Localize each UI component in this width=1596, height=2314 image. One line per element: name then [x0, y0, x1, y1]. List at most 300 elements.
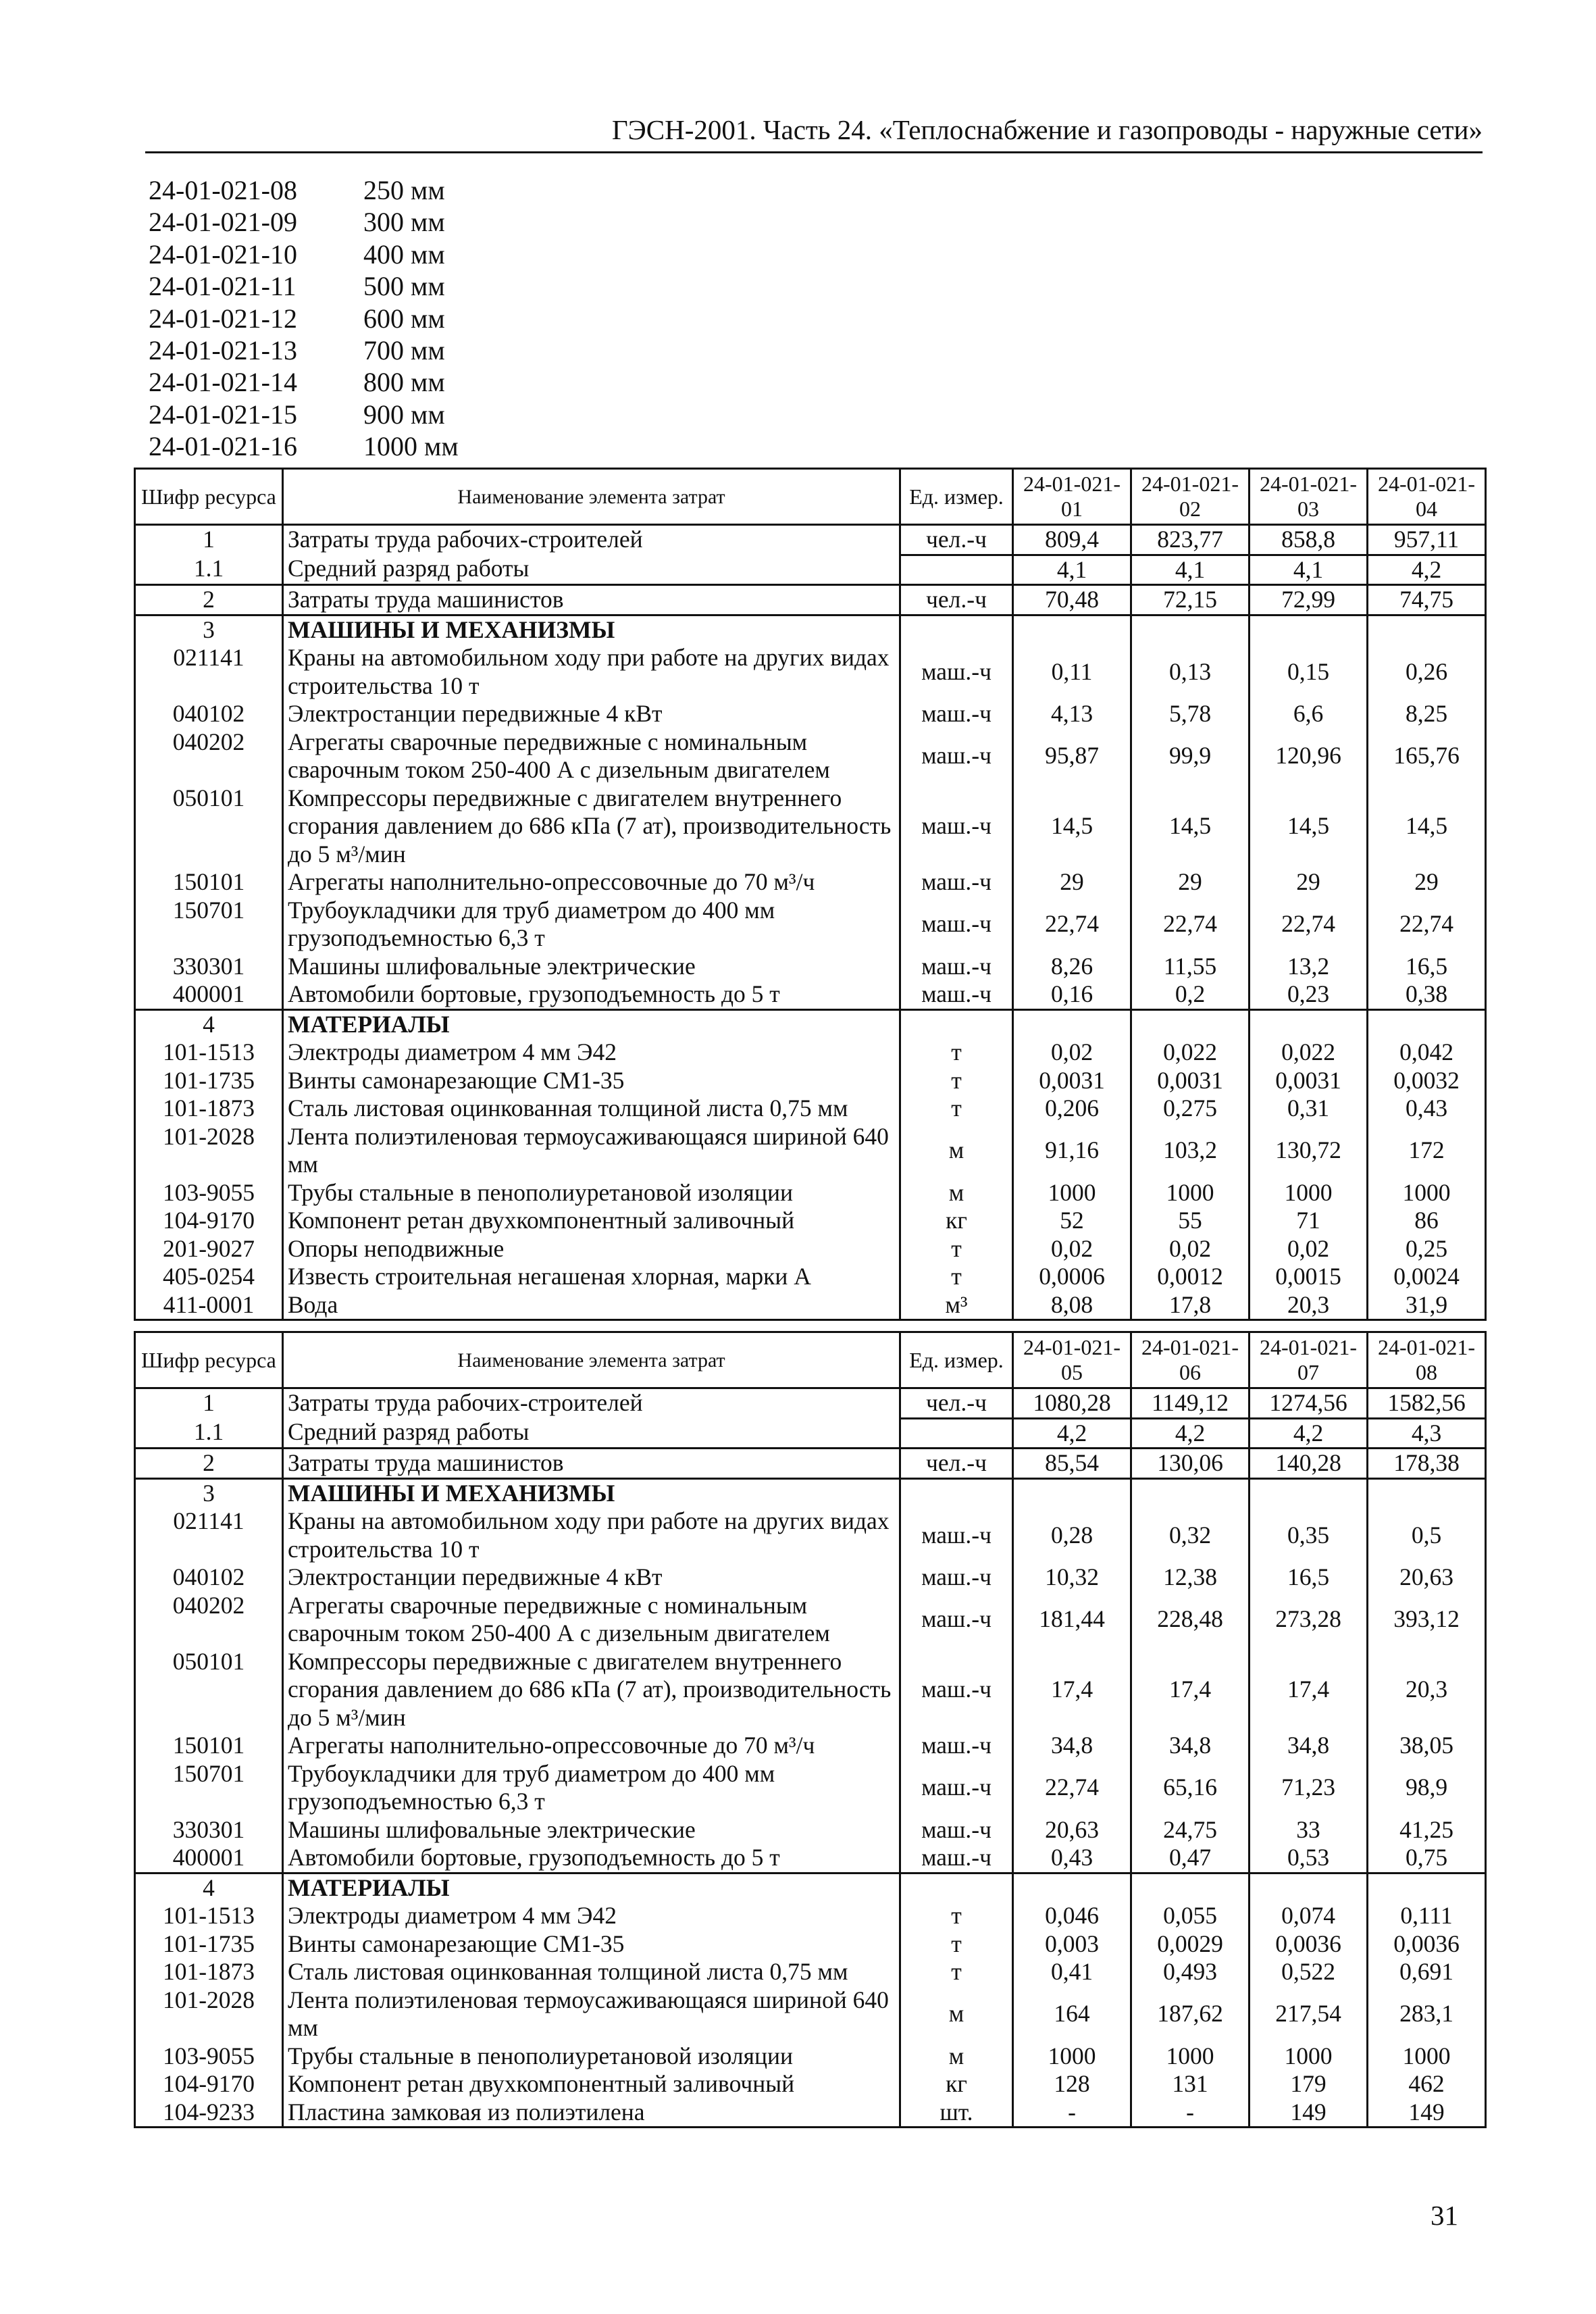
value-cell: 38,05	[1368, 1732, 1486, 1760]
code-label: 24-01-021-12	[149, 303, 297, 334]
value-cell: 1000	[1131, 1179, 1250, 1207]
value-cell: 0,35	[1250, 1507, 1368, 1563]
value-cell: 0,23	[1250, 980, 1368, 1009]
value-cell: 0,206	[1013, 1095, 1131, 1123]
value-cell: 130,72	[1250, 1123, 1368, 1179]
value-cell: 16,5	[1250, 1563, 1368, 1592]
cost-element-name-cell: Затраты труда рабочих-строителей	[283, 1388, 900, 1419]
cost-element-name-cell: Компонент ретан двухкомпонентный заливочный	[283, 1207, 900, 1235]
table-row	[135, 868, 1486, 897]
column-header: Наименование элемента затрат	[283, 469, 900, 525]
unit-cell: маш.-ч	[900, 1732, 1013, 1760]
table-row	[135, 555, 1486, 585]
table-row	[135, 1235, 1486, 1263]
unit-cell: т	[900, 1263, 1013, 1291]
value-cell: 20,3	[1368, 1648, 1486, 1732]
unit-cell: т	[900, 1038, 1013, 1067]
value-cell: 0,0031	[1131, 1067, 1250, 1095]
resource-code-cell: 201-9027	[135, 1235, 283, 1263]
resource-code-cell: 1.1	[135, 555, 283, 585]
cost-element-name-cell: Средний разряд работы	[283, 1418, 900, 1449]
value-cell: 0,26	[1368, 644, 1486, 700]
cost-element-name-cell: Агрегаты наполнительно-опрессовочные до 70 м³/ч	[283, 868, 900, 897]
value-cell: 0,003	[1013, 1930, 1131, 1959]
code-label: 24-01-021-09	[149, 207, 297, 238]
value-cell	[1250, 615, 1368, 644]
value-cell: 283,1	[1368, 1986, 1486, 2042]
resource-code-cell: 103-9055	[135, 1179, 283, 1207]
value-cell: 52	[1013, 1207, 1131, 1235]
value-cell: 0,691	[1368, 1958, 1486, 1986]
code-label: 24-01-021-13	[149, 335, 297, 366]
value-cell	[1013, 1873, 1131, 1902]
unit-cell: маш.-ч	[900, 1563, 1013, 1592]
value-cell: 71	[1250, 1207, 1368, 1235]
value-cell: 29	[1368, 868, 1486, 897]
value-cell: 0,41	[1013, 1958, 1131, 1986]
table-row	[135, 1844, 1486, 1873]
code-size-row	[149, 366, 459, 398]
value-cell: 0,02	[1013, 1235, 1131, 1263]
code-label: 24-01-021-11	[149, 271, 297, 302]
value-cell: 4,2	[1013, 1418, 1131, 1449]
value-cell: 86	[1368, 1207, 1486, 1235]
value-cell: 0,2	[1131, 980, 1250, 1009]
unit-cell: т	[900, 1095, 1013, 1123]
table-row	[135, 2042, 1486, 2071]
table-row	[135, 1418, 1486, 1449]
value-cell: 0,0015	[1250, 1263, 1368, 1291]
column-header: 24-01-021-05	[1013, 1332, 1131, 1388]
value-cell: 0,522	[1250, 1958, 1368, 1986]
value-cell: 6,6	[1250, 700, 1368, 728]
value-cell: 72,99	[1250, 585, 1368, 615]
value-cell: 22,74	[1013, 1760, 1131, 1816]
value-cell: 0,11	[1013, 644, 1131, 700]
resource-code-cell: 330301	[135, 953, 283, 981]
table-row	[135, 1902, 1486, 1930]
unit-cell	[900, 1418, 1013, 1449]
value-cell: 4,2	[1250, 1418, 1368, 1449]
value-cell: 0,0006	[1013, 1263, 1131, 1291]
code-label: 24-01-021-10	[149, 238, 297, 270]
unit-cell	[900, 1478, 1013, 1507]
value-cell: 130,06	[1131, 1449, 1250, 1479]
value-cell: 0,38	[1368, 980, 1486, 1009]
cost-element-name-cell: Затраты труда машинистов	[283, 1449, 900, 1479]
value-cell: 172	[1368, 1123, 1486, 1179]
resource-code-cell: 050101	[135, 1648, 283, 1732]
code-size-row	[149, 270, 459, 302]
cost-element-name-cell: Машины шлифовальные электрические	[283, 953, 900, 981]
table-row	[135, 1873, 1486, 1902]
value-cell: 14,5	[1013, 784, 1131, 869]
resource-code-cell: 101-2028	[135, 1123, 283, 1179]
value-cell: 1000	[1368, 2042, 1486, 2071]
size-label: 900 мм	[363, 399, 445, 430]
table-row	[135, 1760, 1486, 1816]
resource-code-cell: 021141	[135, 1507, 283, 1563]
value-cell: 149	[1368, 2098, 1486, 2128]
value-cell: 17,4	[1013, 1648, 1131, 1732]
value-cell: 0,0031	[1250, 1067, 1368, 1095]
value-cell	[1250, 1009, 1368, 1038]
code-size-row	[149, 206, 459, 238]
table-row	[135, 2098, 1486, 2128]
column-header: Наименование элемента затрат	[283, 1332, 900, 1388]
value-cell: 22,74	[1368, 897, 1486, 953]
table-row	[135, 1179, 1486, 1207]
cost-element-name-cell: Лента полиэтиленовая термоусаживающаяся шириной 640 мм	[283, 1986, 900, 2042]
table-row	[135, 1478, 1486, 1507]
resource-code-cell: 040102	[135, 700, 283, 728]
table-row	[135, 585, 1486, 615]
unit-cell: маш.-ч	[900, 644, 1013, 700]
value-cell	[1013, 1478, 1131, 1507]
value-cell: 0,53	[1250, 1844, 1368, 1873]
cost-element-name-cell: Электростанции передвижные 4 кВт	[283, 700, 900, 728]
unit-cell: шт.	[900, 2098, 1013, 2128]
table-row	[135, 1095, 1486, 1123]
value-cell: 0,275	[1131, 1095, 1250, 1123]
value-cell: 4,2	[1131, 1418, 1250, 1449]
table-row	[135, 1009, 1486, 1038]
unit-cell: м	[900, 1986, 1013, 2042]
unit-cell: т	[900, 1235, 1013, 1263]
value-cell: 12,38	[1131, 1563, 1250, 1592]
value-cell: 0,02	[1013, 1038, 1131, 1067]
table-row	[135, 1123, 1486, 1179]
value-cell: 1080,28	[1013, 1388, 1131, 1419]
unit-cell: маш.-ч	[900, 1816, 1013, 1844]
resource-code-cell: 2	[135, 1449, 283, 1479]
value-cell: 0,022	[1131, 1038, 1250, 1067]
value-cell: 0,75	[1368, 1844, 1486, 1873]
table-row	[135, 1563, 1486, 1592]
cost-element-name-cell: Трубоукладчики для труб диаметром до 400 мм грузоподъемностью 6,3 т	[283, 897, 900, 953]
unit-cell: маш.-ч	[900, 1592, 1013, 1648]
table-row	[135, 1263, 1486, 1291]
value-cell: 22,74	[1013, 897, 1131, 953]
table-row	[135, 1067, 1486, 1095]
table-row	[135, 897, 1486, 953]
code-size-row	[149, 399, 459, 430]
value-cell: 0,25	[1368, 1235, 1486, 1263]
value-cell: 1000	[1250, 2042, 1368, 2071]
unit-cell: маш.-ч	[900, 1760, 1013, 1816]
cost-element-name-cell: Пластина замковая из полиэтилена	[283, 2098, 900, 2128]
cost-element-name-cell: Вода	[283, 1291, 900, 1320]
code-label: 24-01-021-08	[149, 175, 297, 205]
value-cell: 41,25	[1368, 1816, 1486, 1844]
value-cell: 0,0031	[1013, 1067, 1131, 1095]
value-cell: 0,43	[1013, 1844, 1131, 1873]
code-label: 24-01-021-14	[149, 367, 297, 398]
column-header: Ед. измер.	[900, 469, 1013, 525]
cost-element-name-cell: Автомобили бортовые, грузоподъемность до 5 т	[283, 980, 900, 1009]
value-cell	[1131, 1478, 1250, 1507]
value-cell	[1131, 1009, 1250, 1038]
table-row	[135, 1930, 1486, 1959]
resource-code-cell: 101-1513	[135, 1038, 283, 1067]
value-cell: 0,0032	[1368, 1067, 1486, 1095]
resource-code-cell: 2	[135, 585, 283, 615]
resource-code-cell: 3	[135, 1478, 283, 1507]
value-cell: 858,8	[1250, 525, 1368, 555]
value-cell: 0,16	[1013, 980, 1131, 1009]
unit-cell: т	[900, 1067, 1013, 1095]
value-cell: 72,15	[1131, 585, 1250, 615]
value-cell: 128	[1013, 2070, 1131, 2098]
value-cell: 140,28	[1250, 1449, 1368, 1479]
table-row	[135, 615, 1486, 644]
unit-cell	[900, 1873, 1013, 1902]
table-row	[135, 784, 1486, 869]
cost-table-2	[134, 1331, 1487, 2128]
value-cell: 14,5	[1250, 784, 1368, 869]
cost-element-name-cell: Краны на автомобильном ходу при работе на других видах строительства 10 т	[283, 644, 900, 700]
size-label: 300 мм	[363, 207, 445, 238]
cost-element-name-cell: Сталь листовая оцинкованная толщиной листа 0,75 мм	[283, 1095, 900, 1123]
value-cell: 0,15	[1250, 644, 1368, 700]
resource-code-cell: 3	[135, 615, 283, 644]
cost-element-name-cell: Краны на автомобильном ходу при работе на других видах строительства 10 т	[283, 1507, 900, 1563]
table-row	[135, 1592, 1486, 1648]
value-cell: 0,0036	[1368, 1930, 1486, 1959]
value-cell: 4,1	[1013, 555, 1131, 585]
value-cell: 4,1	[1250, 555, 1368, 585]
cost-element-name-cell: Машины шлифовальные электрические	[283, 1816, 900, 1844]
resource-code-cell: 021141	[135, 644, 283, 700]
cost-element-name-cell: Электроды диаметром 4 мм Э42	[283, 1038, 900, 1067]
value-cell: 181,44	[1013, 1592, 1131, 1648]
unit-cell: м	[900, 2042, 1013, 2071]
code-size-row	[149, 334, 459, 366]
value-cell: 5,78	[1131, 700, 1250, 728]
value-cell: 0,0036	[1250, 1930, 1368, 1959]
code-size-row	[149, 430, 459, 462]
value-cell: 14,5	[1368, 784, 1486, 869]
table-row	[135, 1507, 1486, 1563]
table-row	[135, 1388, 1486, 1419]
value-cell: 957,11	[1368, 525, 1486, 555]
unit-cell: кг	[900, 1207, 1013, 1235]
cost-table-1	[134, 468, 1487, 1321]
resource-code-cell: 103-9055	[135, 2042, 283, 2071]
cost-element-name-cell: Винты самонарезающие СМ1-35	[283, 1067, 900, 1095]
value-cell: 71,23	[1250, 1760, 1368, 1816]
value-cell: -	[1131, 2098, 1250, 2128]
table-row	[135, 1291, 1486, 1320]
value-cell: 393,12	[1368, 1592, 1486, 1648]
table-row	[135, 1816, 1486, 1844]
value-cell: 0,28	[1013, 1507, 1131, 1563]
resource-code-cell: 1.1	[135, 1418, 283, 1449]
cost-element-name-cell: МАТЕРИАЛЫ	[283, 1009, 900, 1038]
cost-element-name-cell: Трубы стальные в пенополиуретановой изоляции	[283, 2042, 900, 2071]
unit-cell: маш.-ч	[900, 784, 1013, 869]
unit-cell: чел.-ч	[900, 585, 1013, 615]
value-cell: 95,87	[1013, 728, 1131, 784]
resource-code-cell: 050101	[135, 784, 283, 869]
resource-code-cell: 104-9233	[135, 2098, 283, 2128]
value-cell: 74,75	[1368, 585, 1486, 615]
table-row	[135, 700, 1486, 728]
value-cell: 228,48	[1131, 1592, 1250, 1648]
resource-code-cell: 104-9170	[135, 2070, 283, 2098]
unit-cell: м	[900, 1123, 1013, 1179]
table-row	[135, 2070, 1486, 2098]
unit-cell: м	[900, 1179, 1013, 1207]
size-label: 500 мм	[363, 271, 445, 302]
cost-element-name-cell: Трубы стальные в пенополиуретановой изоляции	[283, 1179, 900, 1207]
unit-cell: маш.-ч	[900, 953, 1013, 981]
table-row	[135, 1732, 1486, 1760]
value-cell	[1250, 1478, 1368, 1507]
value-cell: 1149,12	[1131, 1388, 1250, 1419]
value-cell: 8,26	[1013, 953, 1131, 981]
table-row	[135, 1449, 1486, 1479]
value-cell: 0,13	[1131, 644, 1250, 700]
column-header: 24-01-021-06	[1131, 1332, 1250, 1388]
table-row	[135, 1648, 1486, 1732]
value-cell: 131	[1131, 2070, 1250, 2098]
column-header: Шифр ресурса	[135, 469, 283, 525]
code-size-list	[149, 174, 459, 463]
cost-element-name-cell: МАТЕРИАЛЫ	[283, 1873, 900, 1902]
value-cell: 14,5	[1131, 784, 1250, 869]
column-header: 24-01-021-03	[1250, 469, 1368, 525]
resource-code-cell: 330301	[135, 1816, 283, 1844]
size-label: 800 мм	[363, 367, 445, 398]
table-row	[135, 980, 1486, 1009]
resource-code-cell: 101-1735	[135, 1067, 283, 1095]
value-cell: 99,9	[1131, 728, 1250, 784]
value-cell: 1000	[1368, 1179, 1486, 1207]
unit-cell: кг	[900, 2070, 1013, 2098]
resource-code-cell: 150701	[135, 897, 283, 953]
code-label: 24-01-021-16	[149, 431, 297, 462]
value-cell: 34,8	[1250, 1732, 1368, 1760]
value-cell: 0,074	[1250, 1902, 1368, 1930]
unit-cell: маш.-ч	[900, 1507, 1013, 1563]
unit-cell: т	[900, 1902, 1013, 1930]
table-row	[135, 953, 1486, 981]
value-cell	[1250, 1873, 1368, 1902]
value-cell: 149	[1250, 2098, 1368, 2128]
cost-element-name-cell: Средний разряд работы	[283, 555, 900, 585]
code-size-row	[149, 238, 459, 270]
cost-element-name-cell: Электростанции передвижные 4 кВт	[283, 1563, 900, 1592]
value-cell: 1000	[1250, 1179, 1368, 1207]
value-cell: 20,3	[1250, 1291, 1368, 1320]
value-cell: 0,042	[1368, 1038, 1486, 1067]
code-label: 24-01-021-15	[149, 399, 297, 430]
value-cell	[1013, 615, 1131, 644]
table-row	[135, 1958, 1486, 1986]
unit-cell: чел.-ч	[900, 525, 1013, 555]
cost-element-name-cell: Агрегаты сварочные передвижные с номинальным сварочным током 250-400 А с дизельным двигателем	[283, 728, 900, 784]
value-cell: 8,08	[1013, 1291, 1131, 1320]
unit-cell: маш.-ч	[900, 728, 1013, 784]
value-cell	[1368, 615, 1486, 644]
value-cell: 70,48	[1013, 585, 1131, 615]
value-cell: 0,022	[1250, 1038, 1368, 1067]
unit-cell: маш.-ч	[900, 700, 1013, 728]
value-cell: -	[1013, 2098, 1131, 2128]
value-cell: 1000	[1013, 2042, 1131, 2071]
column-header: 24-01-021-01	[1013, 469, 1131, 525]
table-row	[135, 644, 1486, 700]
value-cell: 1000	[1131, 2042, 1250, 2071]
table-row	[135, 1207, 1486, 1235]
size-label: 1000 мм	[363, 431, 459, 462]
value-cell: 33	[1250, 1816, 1368, 1844]
cost-element-name-cell: Затраты труда машинистов	[283, 585, 900, 615]
resource-code-cell: 411-0001	[135, 1291, 283, 1320]
value-cell: 0,493	[1131, 1958, 1250, 1986]
cost-element-name-cell: Агрегаты сварочные передвижные с номинальным сварочным током 250-400 А с дизельным двигателем	[283, 1592, 900, 1648]
unit-cell: чел.-ч	[900, 1449, 1013, 1479]
column-header: 24-01-021-08	[1368, 1332, 1486, 1388]
value-cell: 34,8	[1131, 1732, 1250, 1760]
resource-code-cell: 040202	[135, 728, 283, 784]
value-cell: 120,96	[1250, 728, 1368, 784]
value-cell: 0,0029	[1131, 1930, 1250, 1959]
unit-cell: маш.-ч	[900, 1648, 1013, 1732]
size-label: 400 мм	[363, 238, 445, 270]
unit-cell	[900, 1009, 1013, 1038]
unit-cell	[900, 615, 1013, 644]
value-cell	[1131, 1873, 1250, 1902]
value-cell: 164	[1013, 1986, 1131, 2042]
table-row	[135, 1038, 1486, 1067]
resource-code-cell: 150101	[135, 1732, 283, 1760]
resource-code-cell: 1	[135, 1388, 283, 1419]
cost-element-name-cell: Опоры неподвижные	[283, 1235, 900, 1263]
resource-code-cell: 101-1873	[135, 1958, 283, 1986]
cost-element-name-cell: Затраты труда рабочих-строителей	[283, 525, 900, 555]
value-cell: 20,63	[1368, 1563, 1486, 1592]
value-cell: 29	[1250, 868, 1368, 897]
resource-code-cell: 150101	[135, 868, 283, 897]
table-header-row	[135, 1332, 1486, 1388]
value-cell: 29	[1131, 868, 1250, 897]
value-cell: 187,62	[1131, 1986, 1250, 2042]
cost-element-name-cell: Агрегаты наполнительно-опрессовочные до 70 м³/ч	[283, 1732, 900, 1760]
value-cell: 0,5	[1368, 1507, 1486, 1563]
value-cell: 165,76	[1368, 728, 1486, 784]
value-cell: 17,4	[1131, 1648, 1250, 1732]
value-cell: 0,47	[1131, 1844, 1250, 1873]
resource-code-cell: 040102	[135, 1563, 283, 1592]
value-cell: 17,4	[1250, 1648, 1368, 1732]
cost-element-name-cell: Трубоукладчики для труб диаметром до 400 мм грузоподъемностью 6,3 т	[283, 1760, 900, 1816]
value-cell: 98,9	[1368, 1760, 1486, 1816]
unit-cell: т	[900, 1930, 1013, 1959]
cost-element-name-cell: Винты самонарезающие СМ1-35	[283, 1930, 900, 1959]
value-cell: 0,046	[1013, 1902, 1131, 1930]
value-cell: 4,1	[1131, 555, 1250, 585]
value-cell: 24,75	[1131, 1816, 1250, 1844]
resource-code-cell: 405-0254	[135, 1263, 283, 1291]
value-cell: 85,54	[1013, 1449, 1131, 1479]
value-cell: 91,16	[1013, 1123, 1131, 1179]
resource-code-cell: 150701	[135, 1760, 283, 1816]
resource-code-cell: 400001	[135, 1844, 283, 1873]
value-cell: 0,111	[1368, 1902, 1486, 1930]
resource-code-cell: 1	[135, 525, 283, 555]
